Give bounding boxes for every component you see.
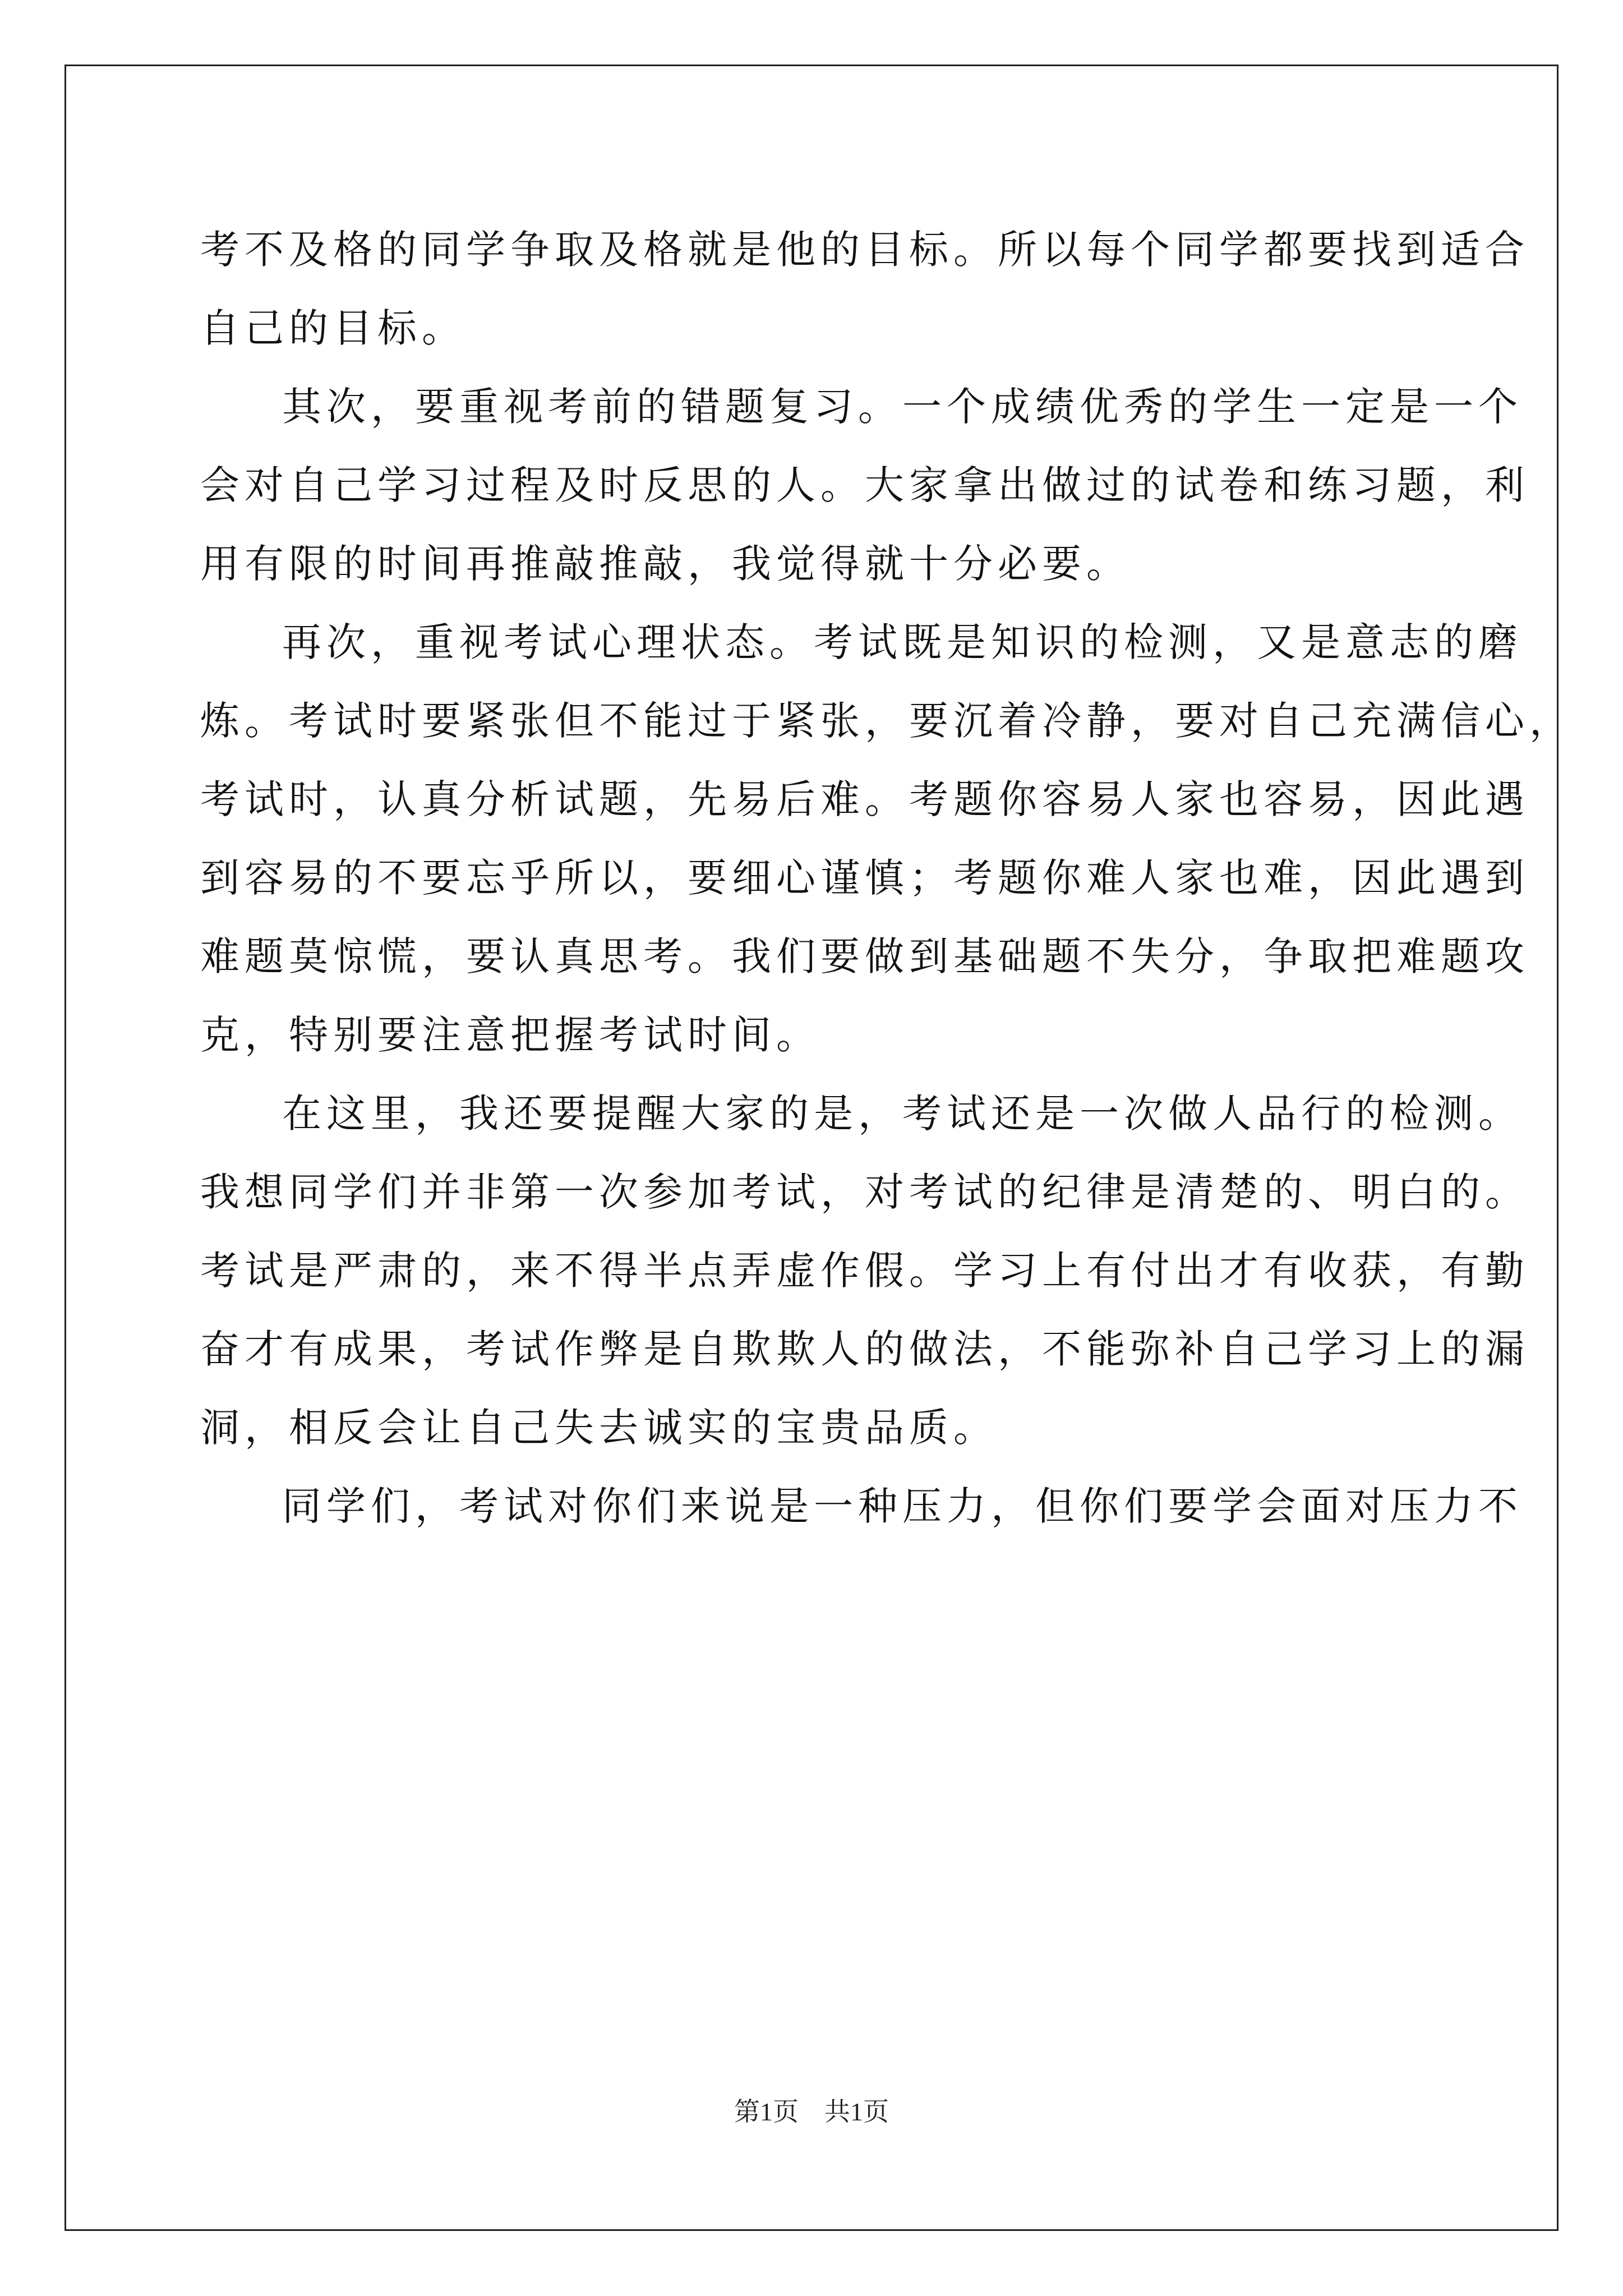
text-line: 在这里，我还要提醒大家的是，考试还是一次做人品行的检测。 bbox=[282, 1091, 1523, 1137]
text-line: 再次，重视考试心理状态。考试既是知识的检测，又是意志的磨 bbox=[282, 619, 1523, 665]
text-line: 炼。考试时要紧张但不能过于紧张，要沉着冷静，要对自己充满信心， bbox=[200, 698, 1574, 744]
text-line: 同学们，考试对你们来说是一种压力，但你们要学会面对压力不 bbox=[282, 1483, 1523, 1529]
text-line: 其次，要重视考前的错题复习。一个成绩优秀的学生一定是一个 bbox=[282, 384, 1523, 430]
text-line: 克，特别要注意把握考试时间。 bbox=[200, 1012, 820, 1058]
text-line: 我想同学们并非第一次参加考试，对考试的纪律是清楚的、明白的。 bbox=[200, 1169, 1529, 1215]
page-number-footer: 第1页 共1页 bbox=[734, 2097, 889, 2126]
text-line: 用有限的时间再推敲推敲，我觉得就十分必要。 bbox=[200, 541, 1131, 587]
text-line: 考试时，认真分析试题，先易后难。考题你容易人家也容易，因此遇 bbox=[200, 776, 1529, 822]
text-line: 难题莫惊慌，要认真思考。我们要做到基础题不失分，争取把难题攻 bbox=[200, 933, 1529, 979]
text-line: 洞，相反会让自己失去诚实的宝贵品质。 bbox=[200, 1405, 998, 1451]
text-line: 会对自己学习过程及时反思的人。大家拿出做过的试卷和练习题，利 bbox=[200, 462, 1529, 508]
text-line: 考试是严肃的，来不得半点弄虚作假。学习上有付出才有收获，有勤 bbox=[200, 1248, 1529, 1294]
text-line: 自己的目标。 bbox=[200, 305, 466, 351]
text-line: 到容易的不要忘乎所以，要细心谨慎；考题你难人家也难，因此遇到 bbox=[200, 855, 1529, 901]
text-line: 奋才有成果，考试作弊是自欺欺人的做法，不能弥补自己学习上的漏 bbox=[200, 1326, 1529, 1372]
text-line: 考不及格的同学争取及格就是他的目标。所以每个同学都要找到适合 bbox=[200, 227, 1529, 273]
